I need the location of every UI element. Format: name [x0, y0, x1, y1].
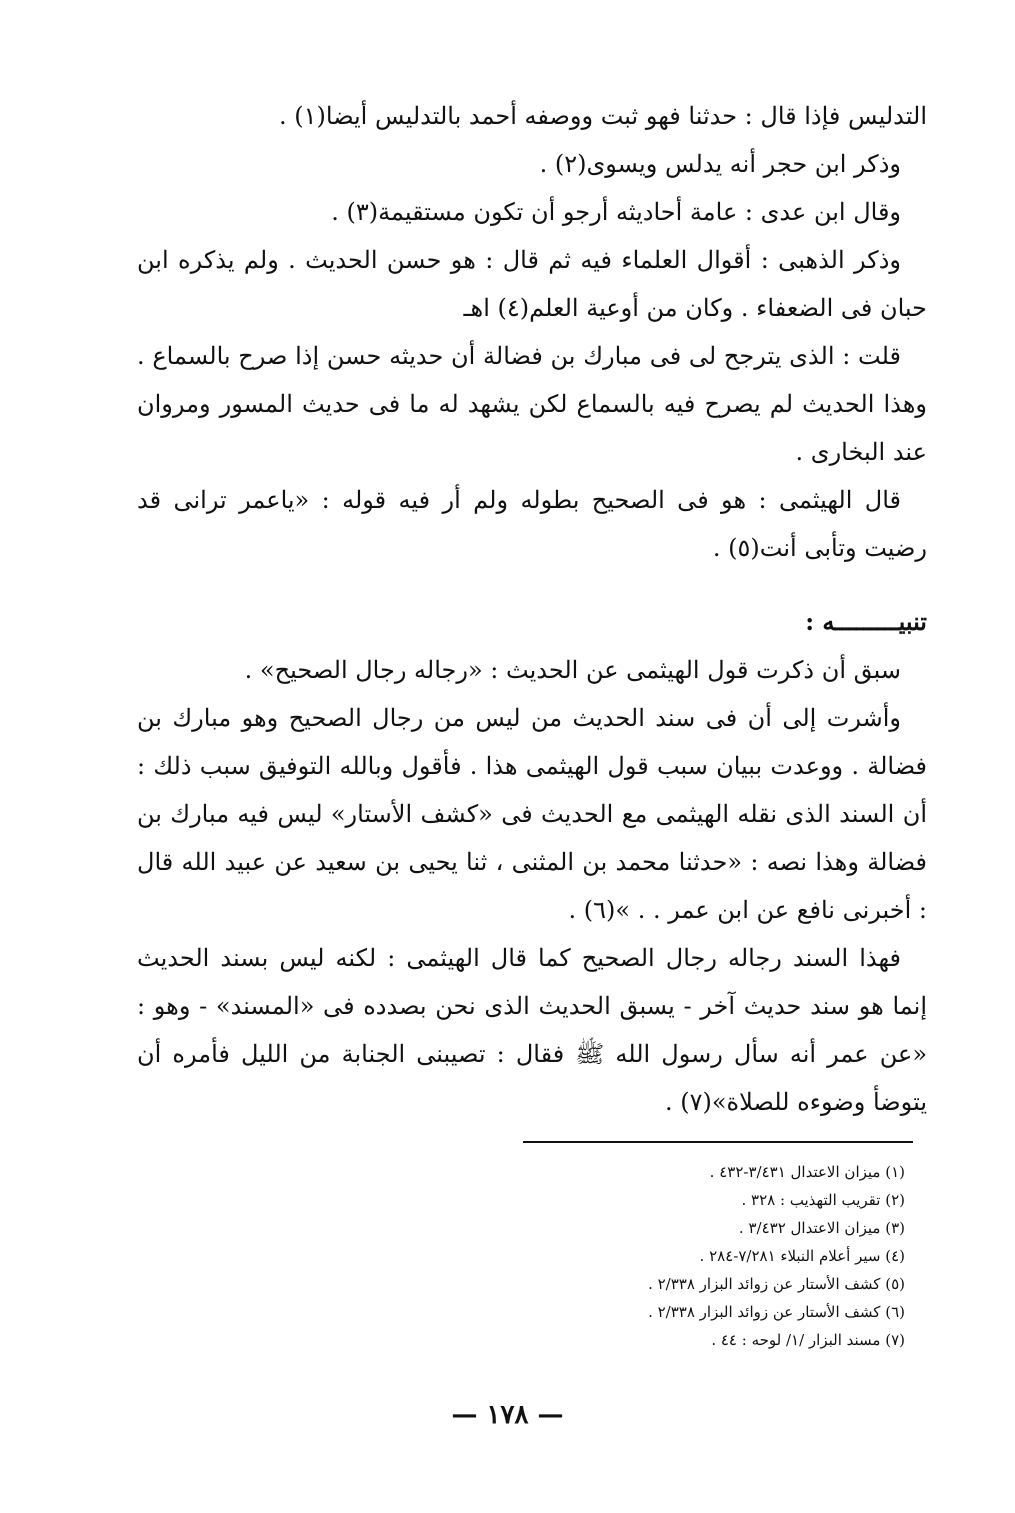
footnote-7: (٧) مسند البزار /١/ لوحه : ٤٤ . [711, 1331, 905, 1349]
section-heading-line [137, 598, 927, 646]
paragraph-5: قلت : الذى يترجح لى فى مبارك بن فضالة أن حديثه حسن إذا صرح بالسماع . وهذا الحديث لم يصرح فيه بالسماع لكن يشهد له ما فى حديث المسور ومروان عند البخارى . [137, 342, 927, 466]
page-number: — ١٧٨ — [451, 1400, 564, 1430]
paragraph-6: قال الهيثمى : هو فى الصحيح بطوله ولم أر فيه قوله : «ياعمر ترانى قد رضيت وتأبى أنت(٥) . [137, 486, 927, 562]
section-heading: تنبيـــــــــه : [805, 607, 927, 636]
footnote-2: (٢) تقريب التهذيب : ٣٢٨ . [741, 1191, 905, 1209]
paragraph-7: سبق أن ذكرت قول الهيثمى عن الحديث : «رجاله رجال الصحيح» . [244, 656, 901, 684]
footnote-1: (١) ميزان الاعتدال ٣/٤٣١-٤٣٢ . [709, 1163, 905, 1181]
paragraph-4: وذكر الذهبى : أقوال العلماء فيه ثم قال : هو حسن الحديث . ولم يذكره ابن حبان فى الضعفاء . وكان من أوعية العلم(٤) اهـ [137, 246, 927, 322]
footnotes [345, 1158, 905, 1354]
footnote-6: (٦) كشف الأستار عن زوائد البزار ٢/٣٣٨ . [648, 1303, 905, 1321]
footnote-3: (٣) ميزان الاعتدال ٣/٤٣٢ . [738, 1219, 905, 1237]
paragraph-3: وقال ابن عدى : عامة أحاديثه أرجو أن تكون مستقيمة(٣) . [331, 198, 901, 226]
paragraph-9: فهذا السند رجاله رجال الصحيح كما قال الهيثمى : لكنه ليس بسند الحديث إنما هو سند حديث آخر - يسبق الحديث الذى نحن بصدده فى «المسند» - وهو : «عن عمر أنه سأل رسول الله ﷺ فقال : تصيبنى الجنابة من الليل فأمره أن يتوضأ وضوءه للصلاة»(٧) . [137, 944, 927, 1116]
paragraph-2: وذكر ابن حجر أنه يدلس ويسوى(٢) . [539, 150, 901, 178]
paragraph-8: وأشرت إلى أن فى سند الحديث من ليس من رجال الصحيح وهو مبارك بن فضالة . ووعدت ببيان سبب قول الهيثمى هذا . فأقول وبالله التوفيق سبب ذلك : أن السند الذى نقله الهيثمى مع الحديث فى «كشف الأستار» ليس فيه مبارك بن فضالة وهذا نصه : «حدثنا محمد بن المثنى ، ثنا يحيى بن سعيد عن عبيد الله قال : أخبرنى نافع عن ابن عمر . . »(٦) . [137, 704, 927, 924]
footnote-5: (٥) كشف الأستار عن زوائد البزار ٢/٣٣٨ . [648, 1275, 905, 1293]
footnote-separator [523, 1141, 913, 1143]
main-text [137, 92, 927, 1126]
footnote-4: (٤) سير أعلام النبلاء ٧/٢٨١-٢٨٤ . [699, 1247, 905, 1265]
paragraph-1: التدليس فإذا قال : حدثنا فهو ثبت ووصفه أحمد بالتدليس أيضا(١) . [279, 102, 927, 130]
